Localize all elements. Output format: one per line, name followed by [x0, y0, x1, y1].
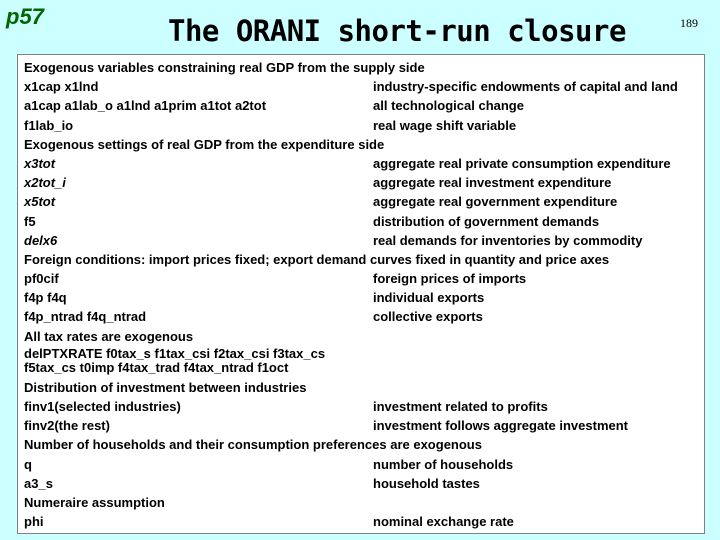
variable-name: f4p f4q	[24, 290, 67, 306]
variable-row	[24, 455, 704, 474]
variable-description: individual exports	[373, 290, 485, 306]
section-header	[24, 493, 704, 512]
variable-description: number of households	[373, 456, 514, 472]
variable-name: finv1(selected industries)	[24, 399, 181, 414]
variable-name: phi	[24, 514, 44, 530]
variable-description: real demands for inventories by commodity	[373, 232, 643, 248]
variable-description: industry-specific endowments of capital and land	[373, 79, 678, 95]
section-header	[24, 250, 704, 269]
variable-description: nominal exchange rate	[373, 514, 514, 530]
variable-description: foreign prices of imports	[373, 271, 527, 287]
variable-row	[24, 154, 704, 173]
tax-variables-list	[24, 347, 325, 376]
tax-variables-line-2: f5tax_cs t0imp f4tax_trad f4tax_ntrad f1oct	[24, 360, 289, 376]
variable-row	[24, 474, 704, 493]
variable-row	[24, 512, 704, 531]
variable-name: delx6	[24, 232, 58, 248]
variable-name: a1cap a1lab_o a1lnd a1prim a1tot a2tot	[24, 98, 267, 114]
section-header-text: Exogenous variables constraining real GDP from the supply side	[24, 60, 425, 75]
variable-name: f5	[24, 213, 36, 229]
tax-variables-row	[24, 346, 704, 378]
section-header-text: All tax rates are exogenous	[24, 328, 194, 344]
section-header	[24, 327, 704, 346]
variable-row	[24, 397, 704, 416]
section-header	[24, 378, 704, 397]
variable-description: distribution of government demands	[373, 213, 600, 229]
variable-description: real wage shift variable	[373, 117, 517, 133]
variable-name: f4p_ntrad f4q_ntrad	[24, 309, 147, 325]
variable-name: x1cap x1lnd	[24, 79, 99, 95]
section-header	[24, 435, 704, 454]
variable-row	[24, 212, 704, 231]
variable-row	[24, 192, 704, 211]
variable-row	[24, 116, 704, 135]
variable-name: q	[24, 456, 32, 472]
variable-row	[24, 307, 704, 326]
variable-row	[24, 231, 704, 250]
variable-description: aggregate real government expenditure	[373, 194, 618, 210]
section-header-text: Numeraire assumption	[24, 494, 165, 510]
page-number: 189	[680, 16, 698, 30]
variable-row	[24, 416, 704, 435]
slide-tag: p57	[6, 4, 44, 29]
variable-row	[24, 269, 704, 288]
variable-name: finv2(the rest)	[24, 418, 110, 434]
section-header	[24, 58, 704, 77]
variable-description: household tastes	[373, 475, 480, 491]
variable-description: aggregate real private consumption expenditure	[373, 155, 671, 171]
slide-title: The ORANI short-run closure	[168, 14, 626, 48]
closure-table	[24, 58, 704, 531]
section-header-text: Exogenous settings of real GDP from the expenditure side	[24, 136, 385, 152]
section-header-text: Number of households and their consumption preferences are exogenous	[24, 437, 482, 453]
section-header-text: Foreign conditions: import prices fixed; export demand curves fixed in quantity and price axes	[24, 251, 610, 267]
variable-row	[24, 173, 704, 192]
variable-row	[24, 77, 704, 96]
variable-name: f1lab_io	[24, 117, 74, 133]
variable-row	[24, 288, 704, 307]
variable-name: x5tot	[24, 194, 56, 210]
variable-name: x2tot_i	[24, 175, 66, 191]
variable-name: a3_s	[24, 475, 53, 491]
section-header	[24, 135, 704, 154]
variable-description: all technological change	[373, 98, 524, 114]
variable-description: aggregate real investment expenditure	[373, 175, 612, 191]
variable-description: collective exports	[373, 309, 483, 325]
variable-description: investment follows aggregate investment	[373, 418, 629, 434]
tax-variables-line-1: delPTXRATE f0tax_s f1tax_csi f2tax_csi f3tax_cs	[24, 345, 326, 361]
variable-description: investment related to profits	[373, 399, 548, 414]
variable-name: pf0cif	[24, 271, 59, 287]
variable-row	[24, 96, 704, 115]
variable-name: x3tot	[24, 155, 56, 171]
section-header-text: Distribution of investment between industries	[24, 379, 307, 395]
